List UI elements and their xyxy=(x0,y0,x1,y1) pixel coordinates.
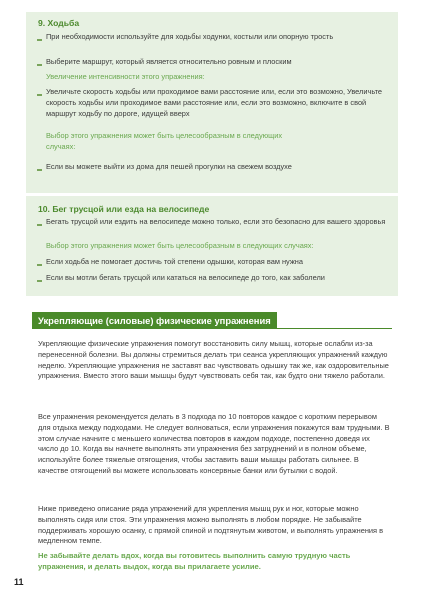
running-choice-item-1: Если ходьба не помогает достичь той степени одышки, которая вам нужна xyxy=(46,256,386,267)
strength-heading-rule xyxy=(32,328,392,329)
walking-item-2: Выберите маршрут, который является относительно ровным и плоским xyxy=(46,56,386,67)
running-choice-item-2: Если вы мотли бегать трусцой или кататься на велосипеде до того, как заболели xyxy=(46,272,386,283)
walking-intensity-label: Увеличение интенсивности этого упражнения: xyxy=(46,72,205,81)
walking-heading: 9. Ходьба xyxy=(38,18,80,28)
walking-choice-label: Выбор этого упражнения может быть целесообразным в следующих случаях: xyxy=(46,131,283,151)
strength-paragraph-3: Ниже приведено описание ряда упражнений для укрепления мышц рук и ног, которые можно выполнять сидя или стоя. Эти упражнения можно выполнять в любом порядке. Не забывайте поддерживать хорошую осанку, с прямой спиной и подтянутым животом, и выполнять упражнения в медленном темпе. xyxy=(38,504,384,546)
walking-choice-item: Если вы можете выйти из дома для пешей прогулки на свежем воздухе xyxy=(46,161,386,172)
strength-heading: Укрепляющие (силовые) физические упражнения xyxy=(32,312,277,329)
running-heading: 10. Бег трусцой или езда на велосипеде xyxy=(38,204,210,214)
walking-item-1: При необходимости используйте для ходьбы ходунки, костыли или опорную трость xyxy=(46,31,386,42)
page-number: 11 xyxy=(14,577,24,587)
strength-paragraph-1: Укрепляющие физические упражнения помогут восстановить силу мышц, которые ослабли из-за перенесенной болезни. Вы должны стремиться делать три сеанса укрепляющих упражнений каждую неделю. Укрепляющие упражнения не заставят вас чувствовать одышку так же, как оздоровительные упражнения. Вместо этого ваши мышцы будут чувствовать себя так, как будто они тяжело работали. xyxy=(38,339,389,381)
strength-closing-note: Не забывайте делать вдох, когда вы готовитесь выполнить самую трудную часть упражнения, и делать выдох, когда вы прилагаете усилие. xyxy=(38,551,351,571)
running-item-1: Бегать трусцой или ездить на велосипеде можно только, если это безопасно для вашего здоровья xyxy=(46,217,386,226)
strength-paragraph-2: Все упражнения рекомендуется делать в 3 подхода по 10 повторов каждое с коротким перерывом для отдыха между подходами. Не следует волноваться, если упражнения покажутся вам трудными. В этом случае начните с меньшего количества повторов в каждом подходе, постепенно доведя их число до 10. Когда вы начнете выполнять эти упражнения без затруднений и в полном объеме, используйте более тяжелые отягощения, чтобы заставить ваши мышцы работать сильнее. В качестве отягощений вы можете использовать консервные банки или бутылки с водой. xyxy=(38,412,390,475)
walking-intensity-item: Увеличьте скорость ходьбы или проходимое вами расстояние или, если это возможно, Увеличьте скорость ходьбы или проходимое вами расстояние или, если это возможно, включите в свой маршрут ходьбу по дороге, идущей вверх xyxy=(46,86,386,119)
running-choice-label: Выбор этого упражнения может быть целесообразным в следующих случаях: xyxy=(46,241,314,250)
